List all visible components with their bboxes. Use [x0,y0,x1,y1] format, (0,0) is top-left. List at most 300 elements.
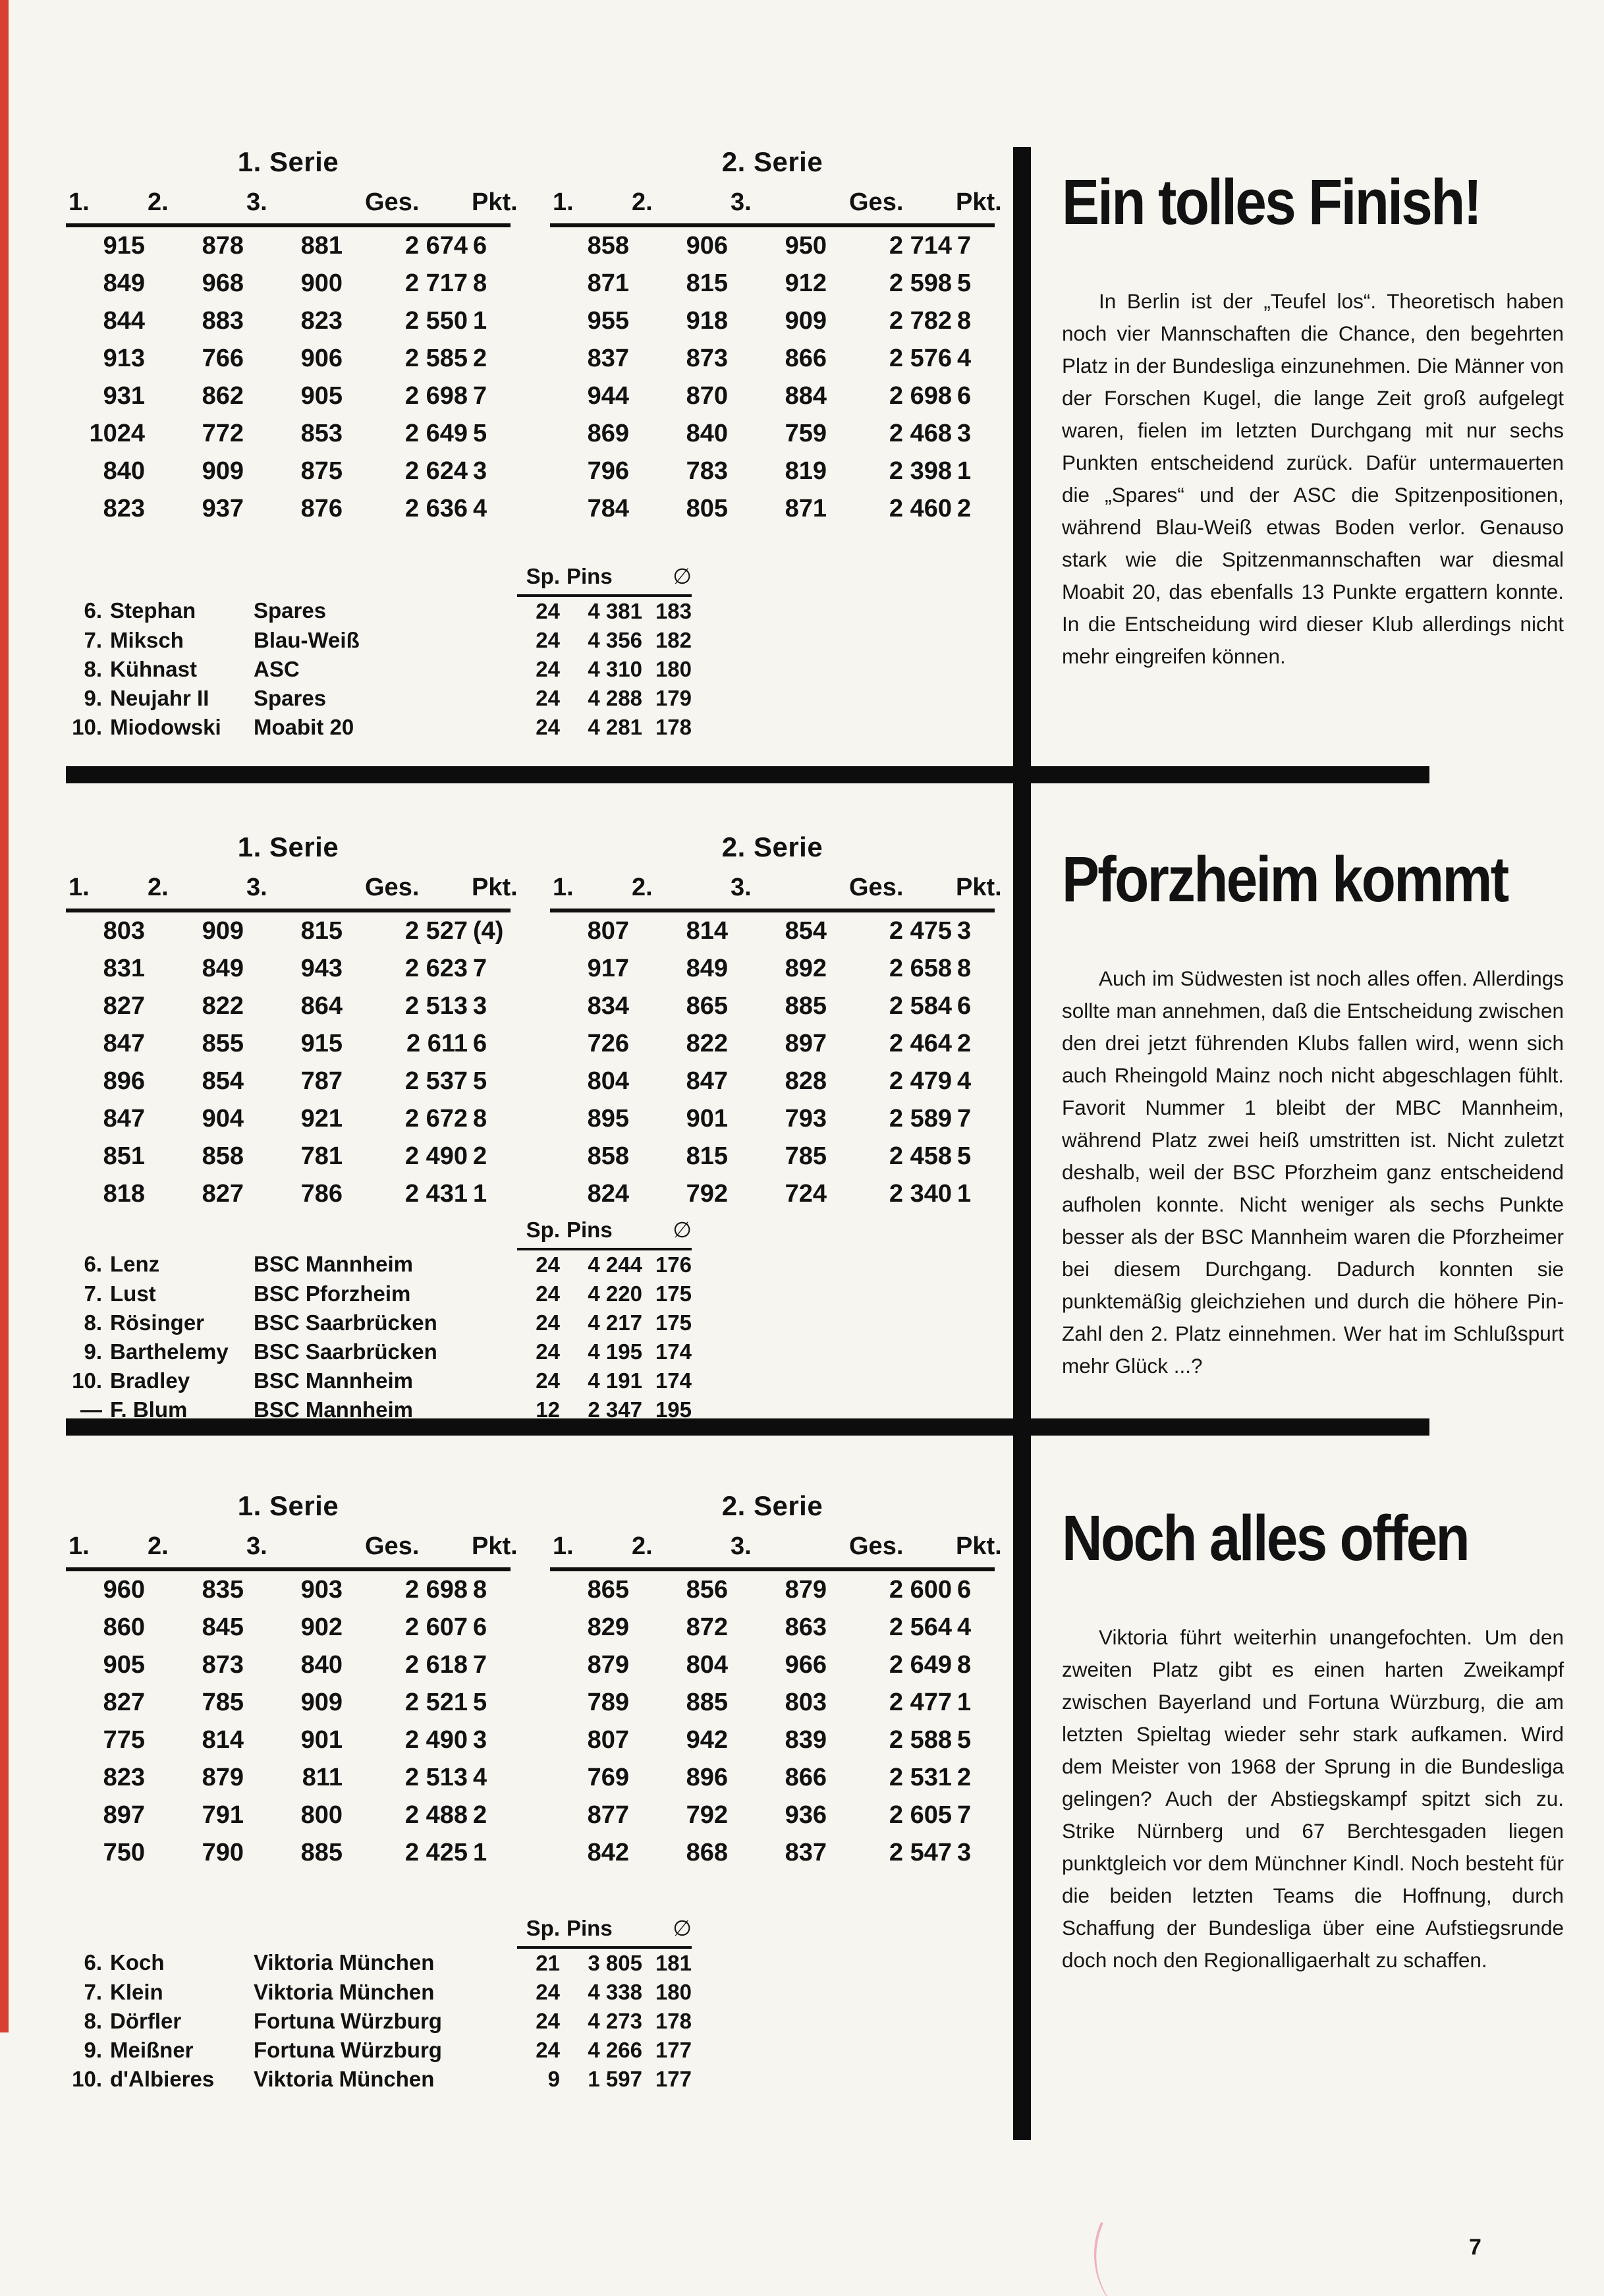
page-number: 7 [1469,2235,1481,2260]
score-row [66,1797,511,1834]
series-title: 2. Serie [721,831,823,862]
total-score: 2 513 [404,992,468,1020]
pins-total: 4 220 [588,1281,642,1306]
total-score: 2 477 [889,1689,952,1716]
game2-score: 785 [202,1689,244,1716]
game1-score: 837 [587,345,629,372]
game1-score: 896 [103,1067,145,1095]
col-header-points: Pkt. [468,188,511,225]
game2-score: 858 [202,1142,244,1170]
player-team: ASC [254,657,300,681]
game1-score: 931 [103,382,145,410]
column-header-row [550,1532,995,1569]
pins-total: 1 597 [588,2067,642,2091]
col-header-games: Sp. [517,1217,560,1249]
score-row [66,453,511,490]
game1-score: 823 [103,495,145,522]
col-header-points: Pkt. [952,1532,995,1569]
total-score: 2 458 [889,1142,952,1170]
game2-score: 937 [202,495,244,522]
total-score: 2 468 [889,420,952,447]
col-header-total: Ges. [827,188,952,225]
column-header-row [66,1532,511,1569]
score-row [550,1138,995,1175]
total-score: 2 537 [404,1067,468,1095]
game1-score: 789 [587,1689,629,1716]
col-header-game1: 1. [550,874,629,910]
game1-score: 913 [103,345,145,372]
game2-score: 855 [202,1030,244,1057]
points: 3 [473,457,487,485]
col-header-game3: 3. [728,188,827,225]
article-headline: Noch alles offen [1062,1502,1469,1574]
game3-score: 837 [785,1839,827,1866]
points: 5 [473,420,487,447]
player-team: BSC Mannheim [254,1368,414,1393]
pins-total: 4 338 [588,1980,642,2004]
standings-row [66,2007,692,2036]
col-header-game2: 2. [145,874,244,910]
points: 8 [473,269,487,297]
player-rank: 10. [72,1368,102,1393]
points: 1 [473,1839,487,1866]
pins-total: 4 356 [588,628,642,652]
total-score: 2 624 [404,457,468,485]
score-row [550,910,995,950]
game2-score: 873 [686,345,728,372]
column-header-row [550,874,995,910]
col-header-game3: 3. [244,188,343,225]
standings-row [66,1947,692,1978]
score-row [550,1175,995,1213]
game3-score: 839 [785,1726,827,1754]
game1-score: 905 [103,1651,145,1679]
column-header-row [66,874,511,910]
player-team: Spares [254,686,327,710]
player-rank: 9. [84,686,102,710]
total-score: 2 431 [404,1180,468,1208]
game2-score: 873 [202,1651,244,1679]
col-header-average: ∅ [642,563,692,596]
col-header-game1: 1. [66,1532,145,1569]
game3-score: 897 [785,1030,827,1057]
spacer [254,1217,517,1249]
games-played: 24 [536,1281,560,1306]
game2-score: 865 [686,992,728,1020]
game1-score: 784 [587,495,629,522]
total-score: 2 698 [404,1576,468,1604]
points: (4) [473,917,504,945]
score-row [66,1834,511,1872]
pins-total: 4 381 [588,599,642,623]
games-played: 24 [536,2009,560,2033]
points: 5 [957,1142,972,1170]
series-1-table [66,146,518,528]
player-team: BSC Saarbrücken [254,1339,437,1364]
game1-score: 917 [587,955,629,982]
game1-score: 829 [587,1613,629,1641]
series-2-table [550,146,1002,528]
total-score: 2 425 [404,1839,468,1866]
standings-header-row [66,563,692,596]
game2-score: 847 [686,1067,728,1095]
games-played: 24 [536,657,560,681]
points: 4 [957,1613,972,1641]
points: 2 [957,1764,972,1791]
games-played: 21 [536,1951,560,1975]
score-row [66,340,511,378]
game1-score: 960 [103,1576,145,1604]
score-row [66,1025,511,1063]
game1-score: 865 [587,1576,629,1604]
score-tables [66,146,1014,739]
game1-score: 915 [103,232,145,260]
total-score: 2 488 [404,1801,468,1829]
pin-average: 175 [655,1310,692,1335]
game3-score: 966 [785,1651,827,1679]
col-header-game1: 1. [550,188,629,225]
total-score: 2 460 [889,495,952,522]
game3-score: 936 [785,1801,827,1829]
game3-score: 943 [300,955,343,982]
game2-score: 827 [202,1180,244,1208]
points: 6 [957,382,972,410]
game3-score: 724 [785,1180,827,1208]
total-score: 2 658 [889,955,952,982]
col-header-game2: 2. [145,1532,244,1569]
score-row [550,1100,995,1138]
game3-score: 786 [300,1180,343,1208]
pins-total: 4 310 [588,657,642,681]
total-score: 2 717 [404,269,468,297]
player-rank: 7. [84,1281,102,1306]
player-rank: 7. [84,628,102,652]
player-name: Stephan [110,598,196,623]
game3-score: 885 [300,1839,343,1866]
col-header-game1: 1. [66,188,145,225]
total-score: 2 623 [404,955,468,982]
score-row [66,1684,511,1722]
col-header-total: Ges. [827,1532,952,1569]
game2-score: 870 [686,382,728,410]
col-header-games: Sp. [517,563,560,596]
player-rank: 10. [72,2067,102,2091]
game2-score: 968 [202,269,244,297]
game2-score: 849 [686,955,728,982]
score-row [550,415,995,453]
games-played: 24 [536,1368,560,1393]
game1-score: 818 [103,1180,145,1208]
game3-score: 840 [300,1651,343,1679]
score-row [66,302,511,340]
score-row [66,988,511,1025]
col-header-game3: 3. [244,1532,343,1569]
series-title: 1. Serie [237,146,339,177]
col-header-average: ∅ [642,1217,692,1249]
player-rank: 6. [84,1950,102,1974]
pins-total: 4 217 [588,1310,642,1335]
pin-average: 195 [655,1397,692,1422]
spacer [254,1915,517,1947]
col-header-total: Ges. [343,874,468,910]
score-row [550,988,995,1025]
game3-score: 909 [785,307,827,335]
standings-row [66,1395,692,1424]
game3-score: 803 [785,1689,827,1716]
game1-score: 877 [587,1801,629,1829]
series-2-table [550,831,1002,1213]
article-headline: Ein tolles Finish! [1062,166,1481,238]
game3-score: 950 [785,232,827,260]
player-standings [66,1915,698,2094]
score-row [550,1025,995,1063]
game2-score: 909 [202,917,244,945]
game2-score: 879 [202,1764,244,1791]
total-score: 2 576 [889,345,952,372]
game1-score: 842 [587,1839,629,1866]
game1-score: 831 [103,955,145,982]
scan-edge-artifact [0,0,9,2032]
player-rank: 8. [84,2009,102,2033]
standings-row [66,596,692,626]
score-row [550,490,995,528]
total-score: 2 464 [889,1030,952,1057]
games-played: 9 [547,2067,560,2091]
pins-total: 4 191 [588,1368,642,1393]
points: 2 [957,1030,972,1057]
games-played: 24 [536,599,560,623]
score-row [550,453,995,490]
score-row [66,1063,511,1100]
pin-average: 182 [655,628,692,652]
col-header-average: ∅ [642,1915,692,1947]
article [1062,843,1564,1382]
series-title: 2. Serie [721,146,823,177]
score-row [66,1646,511,1684]
spacer [66,1217,102,1249]
points: 6 [957,1576,972,1604]
player-team: Spares [254,598,327,623]
player-name: Klein [110,1980,163,2004]
score-row [550,1722,995,1759]
points: 8 [957,307,972,335]
game2-score: 872 [686,1613,728,1641]
score-tables [66,831,1014,1422]
score-row [550,302,995,340]
total-score: 2 605 [889,1801,952,1829]
total-score: 2 611 [406,1030,468,1057]
standings-row [66,1249,692,1279]
total-score: 2 398 [889,457,952,485]
standings-row [66,655,692,684]
game3-score: 881 [300,232,343,260]
player-name: Meißner [110,2038,194,2062]
player-rank: 10. [72,715,102,739]
game2-score: 792 [686,1801,728,1829]
game2-score: 805 [686,495,728,522]
game3-score: 900 [300,269,343,297]
pin-average: 179 [655,686,692,710]
game2-score: 815 [686,269,728,297]
game3-score: 866 [785,345,827,372]
game1-score: 955 [587,307,629,335]
score-row [550,225,995,265]
points: 8 [473,1105,487,1133]
points: 4 [473,1764,487,1791]
game2-score: 849 [202,955,244,982]
total-score: 2 698 [404,382,468,410]
games-played: 24 [536,715,560,739]
total-score: 2 649 [889,1651,952,1679]
col-header-points: Pkt. [468,874,511,910]
total-score: 2 490 [404,1726,468,1754]
col-header-total: Ges. [827,874,952,910]
pin-average: 178 [655,2009,692,2033]
points: 6 [473,1613,487,1641]
player-name: Rösinger [110,1310,205,1335]
col-header-points: Pkt. [952,188,995,225]
game3-score: 892 [785,955,827,982]
game1-score: 804 [587,1067,629,1095]
pins-total: 4 281 [588,715,642,739]
pin-average: 180 [655,657,692,681]
points: 3 [957,420,972,447]
player-name: Miksch [110,628,184,652]
player-team: Fortuna Würzburg [254,2009,442,2033]
section-divider-bar [66,766,1429,783]
games-played: 12 [536,1397,560,1422]
total-score: 2 698 [889,382,952,410]
game3-score: 879 [785,1576,827,1604]
game1-score: 858 [587,232,629,260]
player-team: Moabit 20 [254,715,354,739]
game1-score: 726 [587,1030,629,1057]
game1-score: 840 [103,457,145,485]
points: 2 [957,495,972,522]
points: 7 [473,382,487,410]
game3-score: 863 [785,1613,827,1641]
game3-score: 853 [300,420,343,447]
games-played: 24 [536,1310,560,1335]
points: 6 [957,992,972,1020]
game3-score: 823 [300,307,343,335]
game3-score: 903 [300,1576,343,1604]
spacer [102,1217,254,1249]
game1-score: 1024 [89,420,145,447]
points: 1 [957,457,972,485]
game3-score: 884 [785,382,827,410]
score-row [550,340,995,378]
col-header-game3: 3. [244,874,343,910]
col-header-total: Ges. [343,1532,468,1569]
points: 3 [473,992,487,1020]
points: 5 [473,1689,487,1716]
standings-header-row [66,1915,692,1947]
player-name: Lenz [110,1252,160,1276]
game3-score: 921 [300,1105,343,1133]
total-score: 2 547 [889,1839,952,1866]
points: 5 [473,1067,487,1095]
games-played: 24 [536,1980,560,2004]
game1-score: 803 [103,917,145,945]
player-rank: — [80,1397,102,1422]
game2-score: 862 [202,382,244,410]
player-name: Bradley [110,1368,190,1393]
player-rank: 7. [84,1980,102,2004]
game1-score: 824 [587,1180,629,1208]
standings-row [66,1337,692,1366]
game1-score: 869 [587,420,629,447]
points: 7 [957,1801,972,1829]
col-header-game2: 2. [629,188,728,225]
pin-average: 174 [655,1368,692,1393]
total-score: 2 479 [889,1067,952,1095]
player-rank: 8. [84,657,102,681]
score-row [66,265,511,302]
spacer [102,563,254,596]
games-played: 24 [536,2038,560,2062]
game2-score: 906 [686,232,728,260]
player-team: Viktoria München [254,2067,435,2091]
game3-score: 901 [300,1726,343,1754]
pin-average: 183 [655,599,692,623]
game3-score: 787 [300,1067,343,1095]
pin-average: 178 [655,715,692,739]
col-header-games: Sp. [517,1915,560,1947]
game3-score: 759 [785,420,827,447]
game1-score: 897 [103,1801,145,1829]
standings-row [66,1279,692,1308]
player-name: F. Blum [110,1397,188,1422]
total-score: 2 584 [889,992,952,1020]
game1-score: 769 [587,1764,629,1791]
score-row [550,1063,995,1100]
total-score: 2 585 [404,345,468,372]
points: 3 [473,1726,487,1754]
series-title: 2. Serie [721,1490,823,1521]
points: 1 [957,1689,972,1716]
score-row [550,1797,995,1834]
pins-total: 4 266 [588,2038,642,2062]
points: 3 [957,917,972,945]
game2-score: 909 [202,457,244,485]
game2-score: 792 [686,1180,728,1208]
game3-score: 871 [785,495,827,522]
game1-score: 871 [587,269,629,297]
points: 7 [957,1105,972,1133]
points: 6 [473,232,487,260]
total-score: 2 600 [889,1576,952,1604]
games-played: 24 [536,628,560,652]
game2-score: 791 [202,1801,244,1829]
spacer [66,563,102,596]
game2-score: 885 [686,1689,728,1716]
total-score: 2 607 [404,1613,468,1641]
score-row [66,1609,511,1646]
pin-average: 174 [655,1339,692,1364]
column-header-row [66,188,511,225]
player-team: BSC Pforzheim [254,1281,411,1306]
total-score: 2 589 [889,1105,952,1133]
game3-score: 906 [300,345,343,372]
total-score: 2 598 [889,269,952,297]
standings-row [66,626,692,655]
pins-total: 2 347 [588,1397,642,1422]
article [1062,1502,1564,1976]
game1-score: 750 [103,1839,145,1866]
score-row [550,1759,995,1797]
score-row [66,225,511,265]
